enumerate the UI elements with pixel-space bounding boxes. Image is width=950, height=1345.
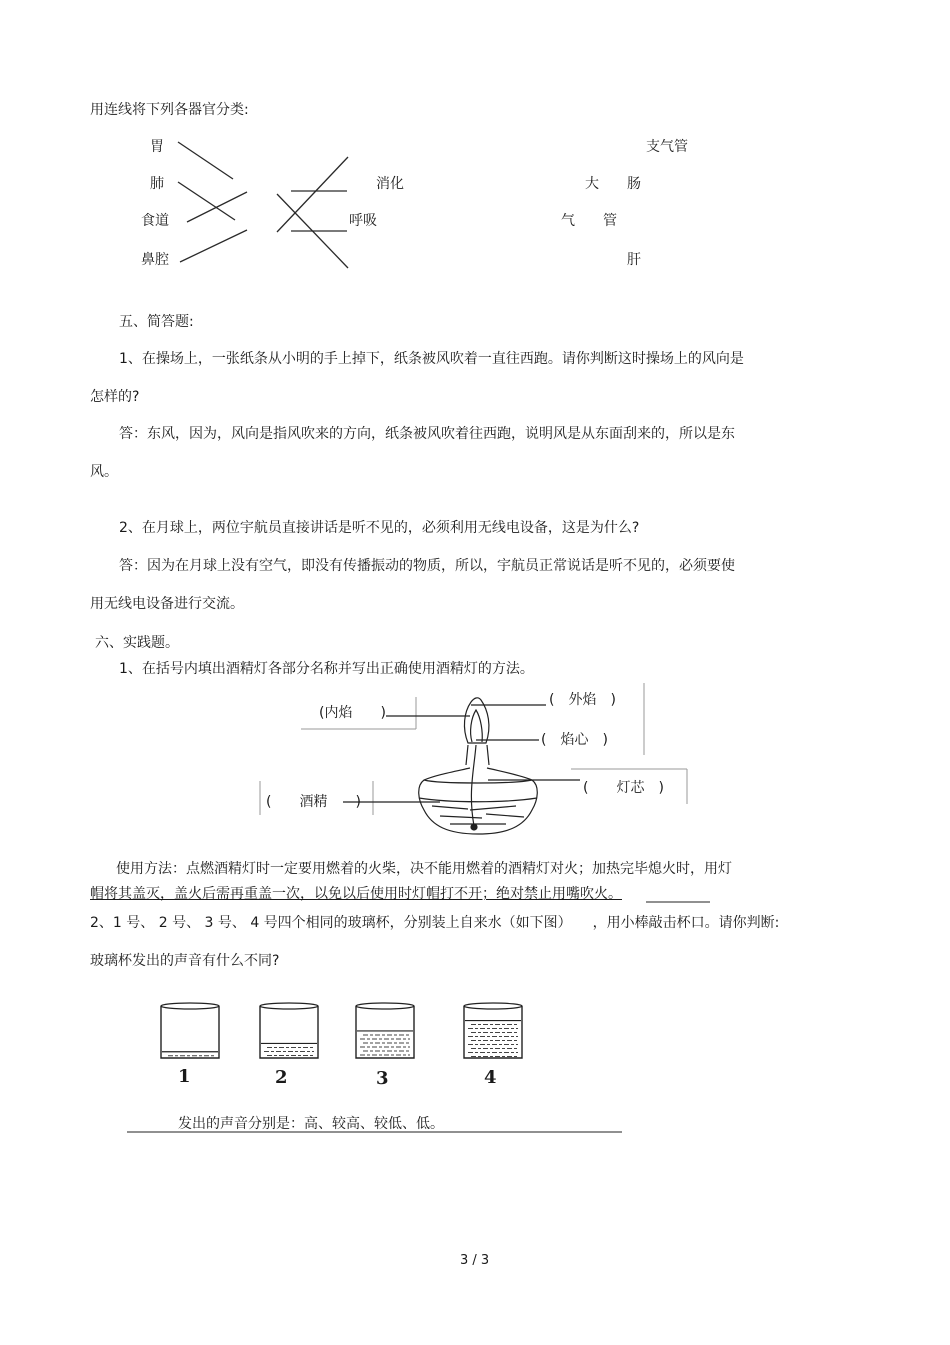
label-flame-core: ( 焰心 ) xyxy=(541,732,608,748)
left-organ-esophagus: 食道 xyxy=(141,213,169,229)
section6-heading: 六、实践题。 xyxy=(95,635,179,651)
right-organ-trachea: 气 管 xyxy=(561,213,617,229)
answer-1-line2: 风。 xyxy=(90,464,118,480)
section5-heading: 五、简答题: xyxy=(119,314,194,330)
matching-instruction: 用连线将下列各器官分类: xyxy=(90,102,249,118)
left-organ-lung: 肺 xyxy=(150,176,164,192)
cup-number-3: 3 xyxy=(376,1068,389,1089)
left-organ-stomach: 胃 xyxy=(150,139,164,155)
usage-method-line2: 帽将其盖灭，盖火后需再重盖一次，以免以后使用时灯帽打不开；绝对禁止用嘴吹火。 xyxy=(90,886,622,902)
practice-question-1: 1、在括号内填出酒精灯各部分名称并写出正确使用酒精灯的方法。 xyxy=(119,661,534,677)
question-2: 2、在月球上，两位宇航员直接讲话是听不见的，必须利用无线电设备，这是为什么? xyxy=(119,520,640,536)
cup-number-2: 2 xyxy=(275,1067,288,1088)
answer-2-line2: 用无线电设备进行交流。 xyxy=(90,596,244,612)
label-alcohol: ( 酒精 ) xyxy=(266,794,361,810)
category-digestion: 消化 xyxy=(376,176,404,192)
label-inner-flame: (内焰 ) xyxy=(319,705,386,721)
question-1-line1: 1、在操场上，一张纸条从小明的手上掉下，纸条被风吹着一直往西跑。请你判断这时操场上的风向是 xyxy=(119,351,744,367)
sound-answer: 发出的声音分别是：高、较高、较低、低。 xyxy=(178,1116,444,1132)
practice-question-2-line2: 玻璃杯发出的声音有什么不同? xyxy=(90,953,280,969)
cup-number-1: 1 xyxy=(178,1066,191,1087)
category-respiration: 呼吸 xyxy=(349,213,377,229)
cup-number-4: 4 xyxy=(484,1067,497,1088)
page-number: 3 / 3 xyxy=(460,1253,490,1268)
question-1-line2: 怎样的? xyxy=(90,389,140,405)
label-outer-flame: ( 外焰 ) xyxy=(549,692,616,708)
answer-1-line1: 答：东风，因为，风向是指风吹来的方向，纸条被风吹着往西跑，说明风是从东面刮来的，所以是东 xyxy=(119,426,735,442)
right-organ-bronchus: 支气管 xyxy=(646,139,688,155)
right-organ-large-intestine: 大 肠 xyxy=(585,176,641,192)
left-organ-nasal-cavity: 鼻腔 xyxy=(141,252,169,268)
right-organ-liver: 肝 xyxy=(627,252,641,268)
answer-2-line1: 答：因为在月球上没有空气，即没有传播振动的物质，所以，宇航员正常说话是听不见的，必须要使 xyxy=(119,558,735,574)
usage-method-line1: 使用方法：点燃酒精灯时一定要用燃着的火柴，决不能用燃着的酒精灯对火；加热完毕熄火时，用灯 xyxy=(116,861,732,877)
label-wick: ( 灯芯 ) xyxy=(583,780,664,796)
practice-question-2-line1: 2、1 号、 2 号、 3 号、 4 号四个相同的玻璃杯，分别装上自来水（如下图） ，用小棒敲击杯口。请你判断: xyxy=(90,915,780,931)
